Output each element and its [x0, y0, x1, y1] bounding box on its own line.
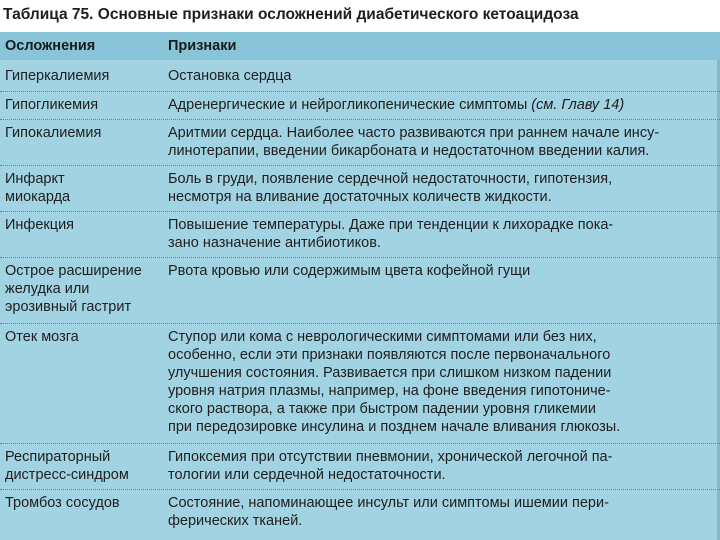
complication-cell [5, 96, 165, 114]
table-title: Таблица 75. Основные признаки осложнений диабетического кетоацидоза [3, 6, 579, 23]
complication-cell [5, 448, 165, 484]
chapter-reference: (см. Главу 14) [531, 97, 625, 113]
signs-text: линотерапии, введении бикарбоната и недостаточном введении калия. [168, 143, 650, 159]
complications-table [0, 32, 720, 540]
signs-line [168, 234, 716, 252]
row-divider [0, 323, 720, 325]
table-row [0, 124, 720, 170]
row-divider [0, 489, 720, 491]
complication-cell [5, 67, 165, 85]
signs-text: Адренергические и нейрогликопенические симптомы [168, 97, 532, 113]
signs-line [168, 382, 716, 400]
signs-text: ферических тканей. [168, 513, 303, 529]
signs-cell [168, 124, 716, 160]
complication-line: Отек мозга [5, 329, 79, 345]
complication-line: Инфекция [5, 217, 75, 233]
header-signs: Признаки [168, 38, 237, 54]
signs-text: при передозировке инсулина и позднем начале вливания глюкозы. [168, 419, 621, 435]
complication-line: Респираторный [5, 449, 111, 465]
signs-text: Повышение температуры. Даже при тенденции к лихорадке пока- [168, 217, 614, 233]
signs-line [168, 400, 716, 418]
signs-cell [168, 262, 716, 280]
signs-text: Боль в груди, появление сердечной недостаточности, гипотензия, [168, 171, 613, 187]
signs-text: зано назначение антибиотиков. [168, 235, 381, 251]
signs-line [168, 328, 716, 346]
signs-line [168, 67, 716, 85]
signs-line [168, 262, 716, 280]
row-divider [0, 165, 720, 167]
signs-line [168, 466, 716, 484]
row-divider [0, 91, 720, 93]
complication-line: дистресс-синдром [5, 467, 129, 483]
signs-cell [168, 216, 716, 252]
signs-line [168, 216, 716, 234]
row-divider [0, 257, 720, 259]
signs-text: улучшения состояния. Развивается при слишком низком падении [168, 365, 612, 381]
signs-line [168, 448, 716, 466]
complication-line: Инфаркт [5, 171, 65, 187]
complication-cell [5, 328, 165, 346]
table-row [0, 216, 720, 262]
signs-text: Состояние, напоминающее инсульт или симптомы ишемии пери- [168, 495, 609, 511]
row-divider [0, 211, 720, 213]
complication-line: Гипогликемия [5, 97, 99, 113]
header-complications: Осложнения [5, 38, 96, 54]
signs-text: Аритмии сердца. Наиболее часто развиваются при раннем начале инсу- [168, 125, 660, 141]
table-row [0, 494, 720, 536]
signs-text: тологии или сердечной недостаточности. [168, 467, 446, 483]
signs-line [168, 364, 716, 382]
complication-line: Тромбоз сосудов [5, 495, 120, 511]
signs-text: Остановка сердца [168, 68, 292, 84]
complication-cell [5, 216, 165, 234]
table-header [0, 32, 720, 60]
signs-text: ского раствора, а также при быстром падении уровня гликемии [168, 401, 597, 417]
signs-text: особенно, если эти признаки появляются после первоначального [168, 347, 611, 363]
signs-text: Рвота кровью или содержимым цвета кофейной гущи [168, 263, 531, 279]
signs-line [168, 96, 716, 114]
complication-cell [5, 262, 165, 316]
complication-line: желудка или [5, 281, 90, 297]
row-divider [0, 119, 720, 121]
signs-text: Ступор или кома с неврологическими симптомами или без них, [168, 329, 597, 345]
complication-cell [5, 124, 165, 142]
signs-line [168, 346, 716, 364]
signs-line [168, 170, 716, 188]
complication-line: Гипокалиемия [5, 125, 102, 141]
complication-line: Гиперкалиемия [5, 68, 110, 84]
signs-text: уровня натрия плазмы, например, на фоне введения гипотониче- [168, 383, 611, 399]
complication-cell [5, 494, 165, 512]
signs-line [168, 418, 716, 436]
signs-cell [168, 67, 716, 85]
table-row [0, 328, 720, 448]
complication-line: миокарда [5, 189, 71, 205]
signs-cell [168, 96, 716, 114]
table-row [0, 262, 720, 328]
signs-cell [168, 448, 716, 484]
complication-line: Острое расширение [5, 263, 142, 279]
signs-line [168, 142, 716, 160]
complication-line: эрозивный гастрит [5, 299, 132, 315]
signs-cell [168, 170, 716, 206]
signs-line [168, 124, 716, 142]
signs-cell [168, 328, 716, 436]
signs-cell [168, 494, 716, 530]
signs-line [168, 512, 716, 530]
signs-line [168, 188, 716, 206]
signs-line [168, 494, 716, 512]
signs-text: несмотря на вливание достаточных количеств жидкости. [168, 189, 552, 205]
table-row [0, 170, 720, 216]
signs-text: Гипоксемия при отсутствии пневмонии, хронической легочной па- [168, 449, 613, 465]
table-row [0, 448, 720, 494]
row-divider [0, 443, 720, 445]
complication-cell [5, 170, 165, 206]
